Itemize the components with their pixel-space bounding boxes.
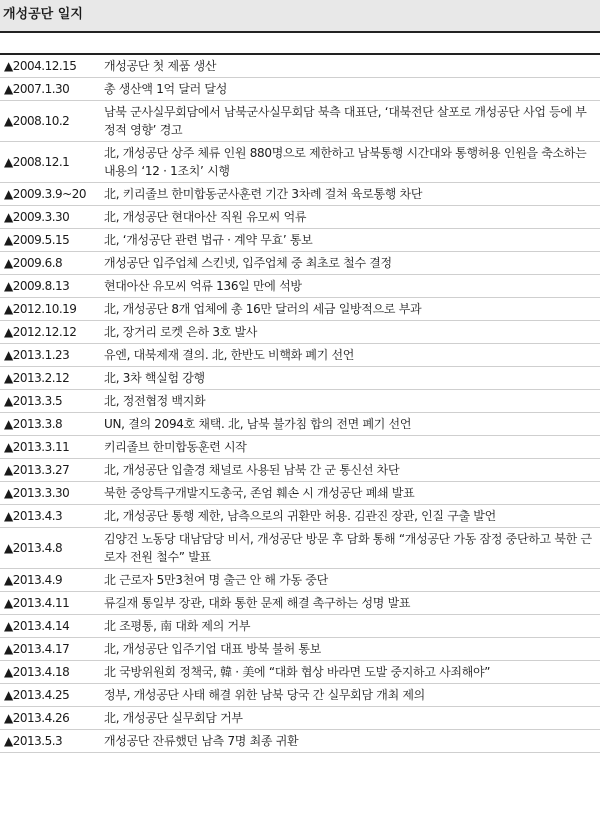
table-row bbox=[0, 55, 600, 78]
table-row bbox=[0, 459, 600, 482]
row-text: 유엔, 대북제재 결의. 北, 한반도 비핵화 폐기 선언 bbox=[104, 348, 355, 362]
row-text: 류길재 통일부 장관, 대화 통한 문제 해결 촉구하는 성명 발표 bbox=[104, 596, 411, 610]
row-date: ▲2008.12.1 bbox=[4, 155, 70, 169]
row-date: ▲2009.8.13 bbox=[4, 279, 70, 293]
row-date: ▲2013.3.5 bbox=[4, 394, 63, 408]
row-text: 北 국방위원회 정책국, 韓 · 美에 “대화 협상 바라면 도발 중지하고 사죄해야” bbox=[104, 665, 491, 679]
table-row bbox=[0, 413, 600, 436]
row-text: 北, 3차 핵실험 강행 bbox=[104, 371, 205, 385]
table-row bbox=[0, 482, 600, 505]
row-text: 北, 개성공단 상주 체류 인원 880명으로 제한하고 남북통행 시간대와 통행허용 인원을 축소하는 내용의 ‘12 · 1조치’ 시행 bbox=[104, 146, 587, 178]
row-date: ▲2013.3.27 bbox=[4, 463, 70, 477]
table-row bbox=[0, 615, 600, 638]
row-text: 北 조평통, 南 대화 제의 거부 bbox=[104, 619, 251, 633]
row-date: ▲2013.4.25 bbox=[4, 688, 70, 702]
row-date: ▲2013.4.26 bbox=[4, 711, 70, 725]
row-text: 김양건 노동당 대남담당 비서, 개성공단 방문 후 담화 통해 “개성공단 가동 잠정 중단하고 북한 근로자 전원 철수” 발표 bbox=[104, 532, 592, 564]
row-text: 북한 중앙특구개발지도총국, 존엄 훼손 시 개성공단 폐쇄 발표 bbox=[104, 486, 415, 500]
table-row bbox=[0, 142, 600, 183]
table-row bbox=[0, 206, 600, 229]
row-date: ▲2013.3.11 bbox=[4, 440, 70, 454]
row-date: ▲2013.4.14 bbox=[4, 619, 70, 633]
row-date: ▲2009.6.8 bbox=[4, 256, 63, 270]
table-row bbox=[0, 592, 600, 615]
row-text: 北, 장거리 로켓 은하 3호 발사 bbox=[104, 325, 258, 339]
table-row bbox=[0, 638, 600, 661]
row-date: ▲2004.12.15 bbox=[4, 59, 77, 73]
table-row bbox=[0, 321, 600, 344]
row-text: UN, 결의 2094호 채택. 北, 남북 불가침 합의 전면 폐기 선언 bbox=[104, 417, 412, 431]
row-date: ▲2009.3.9~20 bbox=[4, 187, 86, 201]
row-text: 北, 개성공단 현대아산 직원 유모씨 억류 bbox=[104, 210, 307, 224]
table-row bbox=[0, 730, 600, 753]
timeline-table bbox=[0, 53, 600, 753]
table-row bbox=[0, 275, 600, 298]
row-date: ▲2013.5.3 bbox=[4, 734, 63, 748]
row-text: 北, 개성공단 입주기업 대표 방북 불허 통보 bbox=[104, 642, 321, 656]
row-date: ▲2007.1.30 bbox=[4, 82, 70, 96]
row-text: 키리졸브 한미합동훈련 시작 bbox=[104, 440, 247, 454]
row-date: ▲2013.3.8 bbox=[4, 417, 63, 431]
row-text: 현대아산 유모씨 억류 136일 만에 석방 bbox=[104, 279, 302, 293]
page-title: 개성공단 일지 bbox=[0, 0, 600, 36]
row-text: 北, 키리졸브 한미합동군사훈련 기간 3차례 걸쳐 육로통행 차단 bbox=[104, 187, 423, 201]
row-text: 개성공단 잔류했던 남측 7명 최종 귀환 bbox=[104, 734, 299, 748]
table-row bbox=[0, 569, 600, 592]
title-spacer bbox=[0, 33, 600, 53]
row-text: 北, ‘개성공단 관련 법규 · 계약 무효’ 통보 bbox=[104, 233, 313, 247]
row-text: 개성공단 입주업체 스킨넷, 입주업체 중 최초로 철수 결정 bbox=[104, 256, 392, 270]
table-row bbox=[0, 229, 600, 252]
table-row bbox=[0, 183, 600, 206]
row-text: 北, 개성공단 통행 제한, 남측으로의 귀환만 허용. 김관진 장관, 인질 구출 발언 bbox=[104, 509, 496, 523]
table-row bbox=[0, 661, 600, 684]
table-row bbox=[0, 252, 600, 275]
row-date: ▲2013.4.11 bbox=[4, 596, 70, 610]
row-date: ▲2012.12.12 bbox=[4, 325, 77, 339]
row-text: 남북 군사실무회담에서 남북군사실무회담 북측 대표단, ‘대북전단 살포로 개성공단 사업 등에 부정적 영향’ 경고 bbox=[104, 105, 587, 137]
row-text: 北 근로자 5만3천여 명 출근 안 해 가동 중단 bbox=[104, 573, 328, 587]
table-row bbox=[0, 101, 600, 142]
table-row bbox=[0, 344, 600, 367]
table-row bbox=[0, 367, 600, 390]
row-date: ▲2013.4.8 bbox=[4, 541, 63, 555]
row-text: 개성공단 첫 제품 생산 bbox=[104, 59, 217, 73]
table-row bbox=[0, 528, 600, 569]
row-text: 총 생산액 1억 달러 달성 bbox=[104, 82, 228, 96]
row-text: 北, 정전협정 백지화 bbox=[104, 394, 206, 408]
table-row bbox=[0, 390, 600, 413]
row-text: 北, 개성공단 8개 업체에 총 16만 달러의 세금 일방적으로 부과 bbox=[104, 302, 422, 316]
row-date: ▲2013.4.3 bbox=[4, 509, 63, 523]
table-row bbox=[0, 707, 600, 730]
row-date: ▲2013.4.18 bbox=[4, 665, 70, 679]
row-date: ▲2013.2.12 bbox=[4, 371, 70, 385]
table-row bbox=[0, 298, 600, 321]
row-date: ▲2008.10.2 bbox=[4, 114, 70, 128]
row-date: ▲2013.4.9 bbox=[4, 573, 63, 587]
row-text: 北, 개성공단 실무회담 거부 bbox=[104, 711, 243, 725]
row-text: 정부, 개성공단 사태 해결 위한 남북 당국 간 실무회담 개최 제의 bbox=[104, 688, 425, 702]
row-date: ▲2009.3.30 bbox=[4, 210, 70, 224]
table-row bbox=[0, 684, 600, 707]
row-date: ▲2009.5.15 bbox=[4, 233, 70, 247]
row-date: ▲2013.1.23 bbox=[4, 348, 70, 362]
row-text: 北, 개성공단 입출경 채널로 사용된 남북 간 군 통신선 차단 bbox=[104, 463, 400, 477]
row-date: ▲2013.3.30 bbox=[4, 486, 70, 500]
row-date: ▲2013.4.17 bbox=[4, 642, 70, 656]
table-row bbox=[0, 78, 600, 101]
table-row bbox=[0, 505, 600, 528]
row-date: ▲2012.10.19 bbox=[4, 302, 77, 316]
table-row bbox=[0, 436, 600, 459]
